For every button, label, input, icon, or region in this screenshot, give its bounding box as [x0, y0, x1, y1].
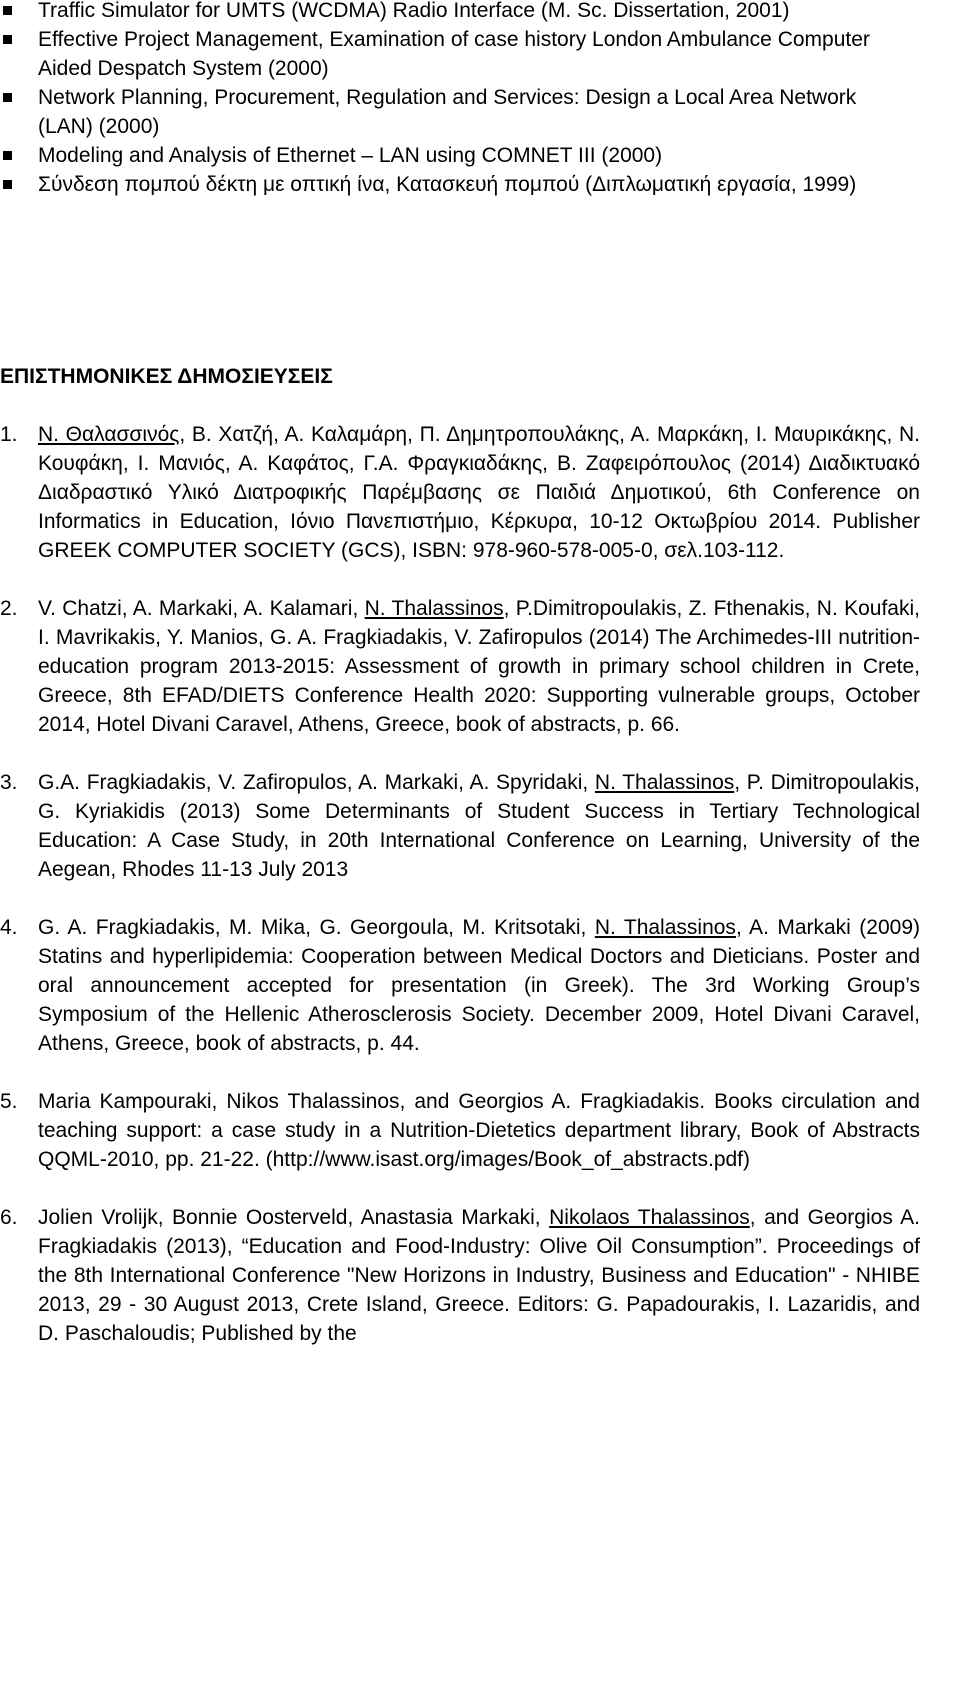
author-highlight: N. Thalassinos	[594, 916, 736, 939]
project-item-text: Effective Project Management, Examination of case history London Ambulance Computer Aided Despatch System (2000)	[38, 28, 870, 80]
publication-text-pre: V. Chatzi, A. Markaki, A. Kalamari,	[38, 597, 365, 620]
publication-number: 5.	[0, 1090, 18, 1113]
publication-text-pre: G.A. Fragkiadakis, V. Zafiropulos, A. Markaki, A. Spyridaki,	[38, 771, 595, 794]
project-item-text: Σύνδεση πομπού δέκτη με οπτική ίνα, Κατασκευή πομπού (Διπλωματική εργασία, 1999)	[38, 173, 857, 196]
project-item	[0, 83, 960, 141]
publication-number: 1.	[0, 423, 18, 446]
publication-item	[0, 420, 920, 565]
square-bullet-icon	[3, 6, 12, 15]
author-highlight: N. Thalassinos	[364, 597, 504, 620]
publication-number: 3.	[0, 771, 18, 794]
project-item	[0, 170, 960, 199]
publication-text-pre: G. A. Fragkiadakis, M. Mika, G. Georgoula, M. Kritsotaki,	[38, 916, 595, 939]
publication-text-post: , A. Markaki (2009) Statins and hyperlipidemia: Cooperation between Medical Doctors and Dieticians. Poster and oral announcement accepted for presentation (in Greek). The 3rd Working Group’s Symposium of the Hellenic Atherosclerosis Society. December 2009, Hotel Divani Caravel, Athens, Greece, book of abstracts, p. 44.	[38, 916, 920, 1055]
publication-text-pre: Jolien Vrolijk, Bonnie Oosterveld, Anastasia Markaki,	[38, 1206, 550, 1229]
project-item-text: Modeling and Analysis of Ethernet – LAN using COMNET III (2000)	[38, 144, 663, 167]
project-item-text: Network Planning, Procurement, Regulation and Services: Design a Local Area Network (LAN) (2000)	[38, 86, 857, 138]
publication-text-post: , P. Dimitropoulakis, G. Kyriakidis (2013) Some Determinants of Student Success in Tertiary Technological Education: A Case Study, in 20th International Conference on Learning, University of the Aegean, Rhodes 11-13 July 2013	[38, 771, 920, 881]
publication-text-post: , Β. Χατζή, Α. Καλαμάρη, Π. Δημητροπουλάκης, Α. Μαρκάκη, Ι. Μαυρικάκης, Ν. Κουφάκη, Ι. Μανιός, Α. Καφάτος, Γ.Α. Φραγκιαδάκης, Β. Ζαφειρόπουλος (2014) Διαδικτυακό Διαδραστικό Υλικό Διατροφικής Παρέμβασης σε Παιδιά Δημοτικού, 6th Conference on Informatics in Education, Ιόνιο Πανεπιστήμιο, Κέρκυρα, 10-12 Οκτωβρίου 2014. Publisher GREEK COMPUTER SOCIETY (GCS), ISBN: 978-960-578-005-0, σελ.103-112.	[38, 423, 920, 562]
project-item	[0, 0, 960, 25]
publication-item	[0, 768, 920, 884]
section-title: ΕΠΙΣΤΗΜΟΝΙΚΕΣ ΔΗΜΟΣΙΕΥΣΕΙΣ	[0, 365, 333, 388]
author-highlight: Nikolaos Thalassinos	[549, 1206, 750, 1229]
square-bullet-icon	[3, 93, 12, 102]
project-item	[0, 25, 960, 83]
publication-number: 6.	[0, 1206, 18, 1229]
project-item	[0, 141, 960, 170]
publication-item	[0, 1087, 920, 1174]
square-bullet-icon	[3, 35, 12, 44]
author-highlight: Ν. Θαλασσινός	[38, 423, 180, 446]
publication-item	[0, 913, 920, 1058]
publication-item	[0, 1203, 920, 1348]
publication-number: 2.	[0, 597, 18, 620]
publication-text-post: , and Georgios A. Fragkiadakis (2013), “Education and Food-Industry: Olive Oil Consumption”. Proceedings of the 8th International Conference "New Horizons in Industry, Business and Education" - NHIBE 2013, 29 - 30 August 2013, Crete Island, Greece. Editors: G. Papadourakis, I. Lazaridis, and D. Paschaloudis; Published by the	[38, 1206, 920, 1345]
project-item-text: Traffic Simulator for UMTS (WCDMA) Radio Interface (M. Sc. Dissertation, 2001)	[38, 0, 790, 22]
project-list	[0, 0, 960, 199]
publication-text-post: , P.Dimitropoulakis, Z. Fthenakis, N. Koufaki, I. Mavrikakis, Y. Manios, G. A. Fragkiadakis, V. Zafiropulos (2014) The Archimedes-III nutrition-education program 2013-2015: Assessment of growth in primary school children in Crete, Greece, 8th EFAD/DIETS Conference Health 2020: Supporting vulnerable groups, October 2014, Hotel Divani Caravel, Athens, Greece, book of abstracts, p. 66.	[38, 597, 920, 736]
author-highlight: N. Thalassinos	[594, 771, 735, 794]
square-bullet-icon	[3, 180, 12, 189]
publication-text-pre: Maria Kampouraki, Nikos Thalassinos, and Georgios A. Fragkiadakis. Books circulation and teaching support: a case study in a Nutrition-Dietetics department library, Book of Abstracts QQML-2010, pp. 21-22. (http://www.isast.org/images/Book_of_abstracts.pdf)	[38, 1090, 920, 1171]
square-bullet-icon	[3, 151, 12, 160]
publication-number: 4.	[0, 916, 18, 939]
publication-list	[0, 420, 960, 1377]
publication-item	[0, 594, 920, 739]
